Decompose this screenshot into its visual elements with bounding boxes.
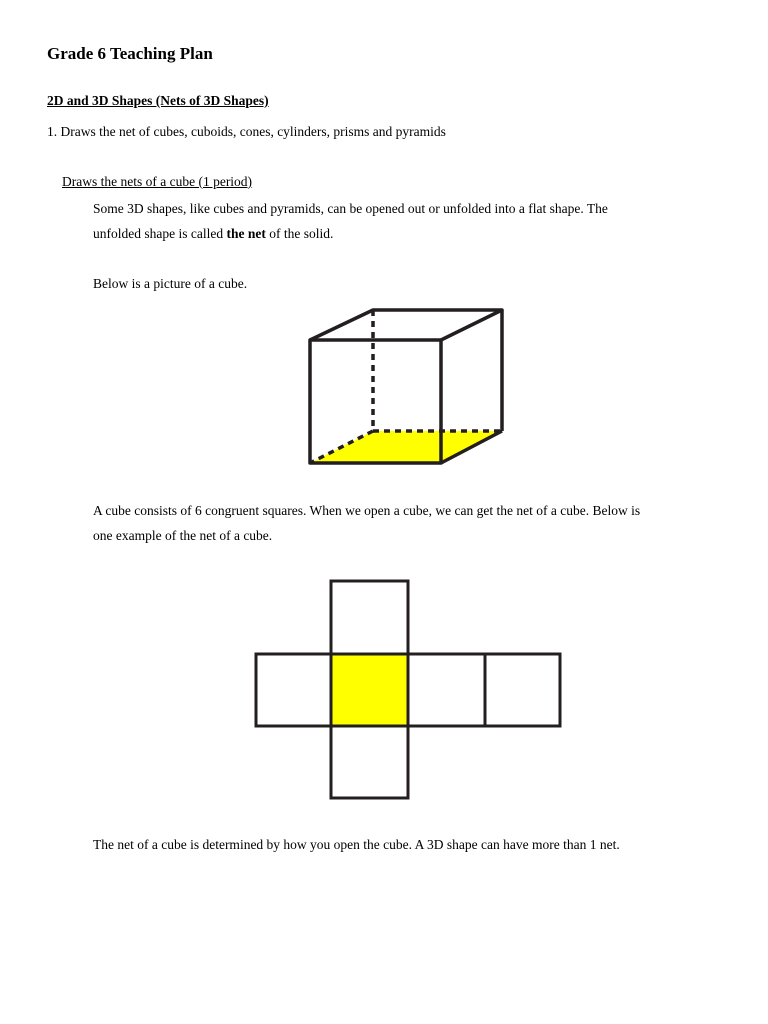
net-square-far-right (485, 654, 560, 726)
conclusion-text: The net of a cube is determined by how you open the cube. A 3D shape can have more than 1 net. (93, 837, 620, 852)
section-heading: 2D and 3D Shapes (Nets of 3D Shapes) (47, 93, 269, 108)
net-square-left (256, 654, 331, 726)
page-title: Grade 6 Teaching Plan (47, 44, 213, 63)
intro-line-1: Some 3D shapes, like cubes and pyramids, can be opened out or unfolded into a flat shape. The (93, 201, 608, 216)
cube-intro-text: Below is a picture of a cube. (93, 276, 248, 291)
the-net-term: the net (226, 226, 266, 241)
lesson-subheading: Draws the nets of a cube (1 period) (62, 174, 253, 189)
net-explanation-line-2: one example of the net of a cube. (93, 528, 273, 543)
cube-net-diagram-icon (250, 575, 570, 805)
net-square-bottom (331, 726, 408, 798)
learning-objective: 1. Draws the net of cubes, cuboids, cones, cylinders, prisms and pyramids (47, 124, 446, 139)
net-square-top (331, 581, 408, 654)
net-square-center (331, 654, 408, 726)
cube-top-edges (310, 310, 502, 340)
intro-text-before: unfolded shape is called (93, 226, 227, 241)
net-square-right (408, 654, 485, 726)
intro-line-2 (93, 221, 608, 246)
cube-diagram-icon (300, 300, 510, 470)
cube-net-explanation (93, 498, 640, 548)
intro-paragraph (93, 196, 608, 246)
intro-text-after: of the solid. (265, 226, 334, 241)
net-explanation-line-1: A cube consists of 6 congruent squares. When we open a cube, we can get the net of a cube. Below is (93, 503, 641, 518)
